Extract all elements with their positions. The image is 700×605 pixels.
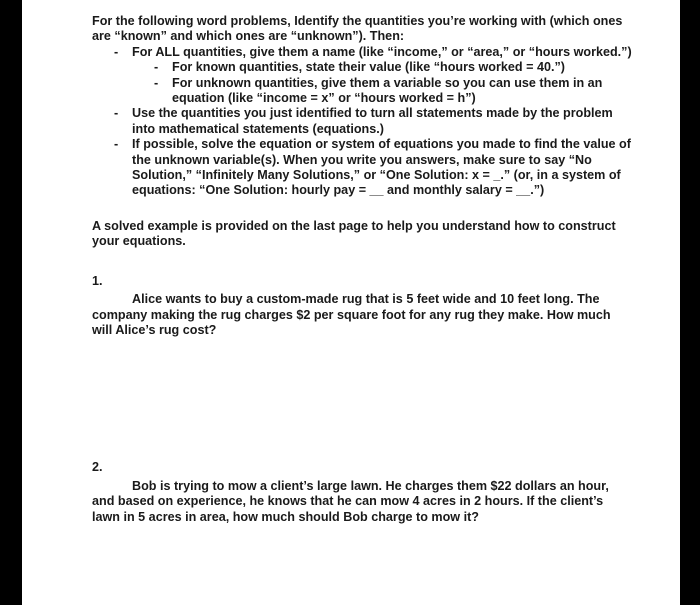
problem-1-number: 1. bbox=[92, 273, 103, 288]
instruction-step-3-text: If possible, solve the equation or system of equations you made to find the value of the unknown variable(s). When you write you answers, make sure to say “No Solution,” “Infinitely Many Solutions,” or “One Solution: x = _.” (or, in a system of equations: “One Solution: hourly pay = __ and monthly salary = __.”) bbox=[132, 137, 631, 198]
instruction-step-2 bbox=[92, 106, 632, 137]
bullet-dash: - bbox=[114, 44, 119, 59]
bullet-dash: - bbox=[114, 106, 119, 121]
bullet-dash: - bbox=[114, 137, 119, 152]
instruction-step-1 bbox=[92, 45, 632, 60]
problem-2-text: Bob is trying to mow a client’s large lawn. He charges them $22 dollars an hour, and based on experience, he knows that he can mow 4 acres in 2 hours. If the client’s lawn in 5 acres in area, how much should Bob charge to mow it? bbox=[92, 478, 609, 524]
instruction-substep-1 bbox=[92, 60, 632, 75]
problem-1-text: Alice wants to buy a custom-made rug that is 5 feet wide and 10 feet long. The company making the rug charges $2 per square foot for any rug they make. How much will Alice’s rug cost? bbox=[92, 292, 611, 337]
instructions-intro: For the following word problems, Identify the quantities you’re working with (which ones are “known” and which ones are “unknown”). Then: bbox=[92, 14, 623, 44]
example-note: A solved example is provided on the last page to help you understand how to construct your equations. bbox=[92, 218, 616, 249]
worksheet-content bbox=[92, 14, 632, 525]
problem-2-number: 2. bbox=[92, 460, 103, 475]
bullet-dash: - bbox=[154, 60, 159, 75]
instruction-step-2-text: Use the quantities you just identified to turn all statements made by the problem into mathematical statements (equations.) bbox=[132, 106, 613, 136]
bullet-dash: - bbox=[154, 75, 159, 90]
instruction-substep-2 bbox=[92, 76, 632, 107]
instruction-substep-2-text: For unknown quantities, give them a variable so you can use them in an equation (like “income = x” or “hours worked = h”) bbox=[172, 75, 603, 106]
instruction-step-1-text: For ALL quantities, give them a name (like “income,” or “area,” or “hours worked.”) bbox=[132, 44, 632, 59]
instruction-step-3 bbox=[92, 137, 632, 199]
instruction-substep-1-text: For known quantities, state their value (like “hours worked = 40.”) bbox=[172, 60, 565, 75]
instructions-steps bbox=[92, 45, 632, 199]
document-page bbox=[22, 0, 680, 605]
